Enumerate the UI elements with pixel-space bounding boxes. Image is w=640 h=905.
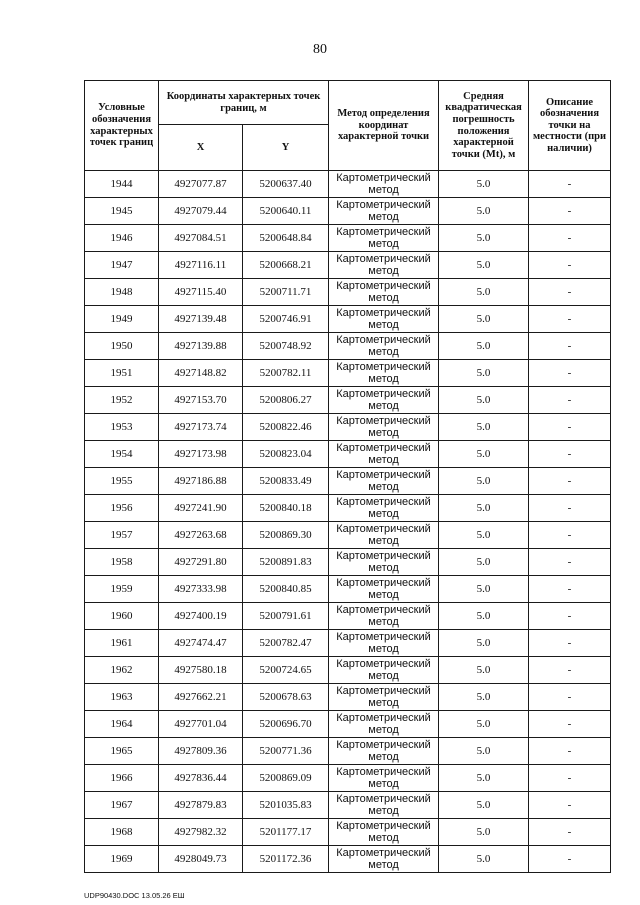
y-cell: 5200840.18 (243, 495, 329, 522)
table-row (85, 468, 611, 495)
y-cell: 5200869.09 (243, 765, 329, 792)
table-body (85, 171, 611, 873)
point-cell: 1961 (85, 630, 159, 657)
point-cell: 1957 (85, 522, 159, 549)
y-cell: 5200724.65 (243, 657, 329, 684)
y-cell: 5201172.36 (243, 846, 329, 873)
table-row (85, 603, 611, 630)
point-cell: 1966 (85, 765, 159, 792)
error-cell: 5.0 (439, 198, 529, 225)
x-cell: 4927173.74 (159, 414, 243, 441)
y-cell: 5200668.21 (243, 252, 329, 279)
point-cell: 1962 (85, 657, 159, 684)
error-cell: 5.0 (439, 225, 529, 252)
method-cell: Картометрический метод (329, 846, 439, 873)
description-cell: - (529, 495, 611, 522)
boundary-points-table (84, 80, 611, 873)
table-row (85, 630, 611, 657)
error-cell: 5.0 (439, 495, 529, 522)
y-cell: 5200823.04 (243, 441, 329, 468)
page-number: 80 (313, 42, 327, 57)
error-cell: 5.0 (439, 846, 529, 873)
y-cell: 5200822.46 (243, 414, 329, 441)
x-cell: 4927115.40 (159, 279, 243, 306)
y-cell: 5200840.85 (243, 576, 329, 603)
table-row (85, 306, 611, 333)
description-cell: - (529, 252, 611, 279)
method-cell: Картометрический метод (329, 225, 439, 252)
y-cell: 5200678.63 (243, 684, 329, 711)
x-cell: 4928049.73 (159, 846, 243, 873)
method-cell: Картометрический метод (329, 711, 439, 738)
y-cell: 5200746.91 (243, 306, 329, 333)
point-cell: 1959 (85, 576, 159, 603)
table-row (85, 387, 611, 414)
x-cell: 4927077.87 (159, 171, 243, 198)
point-cell: 1951 (85, 360, 159, 387)
y-cell: 5200806.27 (243, 387, 329, 414)
table-row (85, 279, 611, 306)
point-cell: 1952 (85, 387, 159, 414)
table-row (85, 198, 611, 225)
method-cell: Картометрический метод (329, 819, 439, 846)
description-cell: - (529, 738, 611, 765)
method-cell: Картометрический метод (329, 414, 439, 441)
description-cell: - (529, 576, 611, 603)
error-cell: 5.0 (439, 819, 529, 846)
point-cell: 1947 (85, 252, 159, 279)
x-cell: 4927662.21 (159, 684, 243, 711)
method-cell: Картометрический метод (329, 576, 439, 603)
point-cell: 1956 (85, 495, 159, 522)
error-cell: 5.0 (439, 441, 529, 468)
description-cell: - (529, 792, 611, 819)
y-cell: 5200711.71 (243, 279, 329, 306)
description-cell: - (529, 522, 611, 549)
error-cell: 5.0 (439, 360, 529, 387)
point-cell: 1963 (85, 684, 159, 711)
table-header (85, 81, 611, 171)
x-cell: 4927879.83 (159, 792, 243, 819)
description-cell: - (529, 441, 611, 468)
header-point-label: Условные обозначения характерных точек границ (85, 81, 159, 171)
point-cell: 1944 (85, 171, 159, 198)
method-cell: Картометрический метод (329, 495, 439, 522)
point-cell: 1950 (85, 333, 159, 360)
x-cell: 4927173.98 (159, 441, 243, 468)
error-cell: 5.0 (439, 738, 529, 765)
table-row (85, 738, 611, 765)
method-cell: Картометрический метод (329, 549, 439, 576)
description-cell: - (529, 711, 611, 738)
error-cell: 5.0 (439, 630, 529, 657)
x-cell: 4927400.19 (159, 603, 243, 630)
table-row (85, 360, 611, 387)
method-cell: Картометрический метод (329, 765, 439, 792)
y-cell: 5200696.70 (243, 711, 329, 738)
method-cell: Картометрический метод (329, 522, 439, 549)
description-cell: - (529, 198, 611, 225)
error-cell: 5.0 (439, 684, 529, 711)
x-cell: 4927333.98 (159, 576, 243, 603)
x-cell: 4927474.47 (159, 630, 243, 657)
error-cell: 5.0 (439, 603, 529, 630)
table-row (85, 225, 611, 252)
x-cell: 4927241.90 (159, 495, 243, 522)
point-cell: 1954 (85, 441, 159, 468)
y-cell: 5200791.61 (243, 603, 329, 630)
description-cell: - (529, 846, 611, 873)
description-cell: - (529, 414, 611, 441)
x-cell: 4927701.04 (159, 711, 243, 738)
table-row (85, 711, 611, 738)
error-cell: 5.0 (439, 549, 529, 576)
y-cell: 5200891.83 (243, 549, 329, 576)
header-method: Метод определения координат характерной точки (329, 81, 439, 171)
error-cell: 5.0 (439, 252, 529, 279)
method-cell: Картометрический метод (329, 792, 439, 819)
x-cell: 4927186.88 (159, 468, 243, 495)
point-cell: 1948 (85, 279, 159, 306)
description-cell: - (529, 387, 611, 414)
method-cell: Картометрический метод (329, 387, 439, 414)
error-cell: 5.0 (439, 279, 529, 306)
table-row (85, 495, 611, 522)
description-cell: - (529, 225, 611, 252)
description-cell: - (529, 765, 611, 792)
method-cell: Картометрический метод (329, 306, 439, 333)
error-cell: 5.0 (439, 792, 529, 819)
point-cell: 1968 (85, 819, 159, 846)
header-error: Средняя квадратическая погрешность положения характерной точки (Mt), м (439, 81, 529, 171)
y-cell: 5200771.36 (243, 738, 329, 765)
x-cell: 4927982.32 (159, 819, 243, 846)
table-row (85, 252, 611, 279)
table-row (85, 333, 611, 360)
x-cell: 4927084.51 (159, 225, 243, 252)
document-footer: UDP90430.DOC 13.05.26 ЕШ (84, 891, 185, 900)
method-cell: Картометрический метод (329, 198, 439, 225)
point-cell: 1965 (85, 738, 159, 765)
header-x: X (159, 125, 243, 171)
description-cell: - (529, 549, 611, 576)
error-cell: 5.0 (439, 576, 529, 603)
method-cell: Картометрический метод (329, 441, 439, 468)
error-cell: 5.0 (439, 306, 529, 333)
description-cell: - (529, 630, 611, 657)
method-cell: Картометрический метод (329, 468, 439, 495)
table-row (85, 684, 611, 711)
point-cell: 1964 (85, 711, 159, 738)
table-row (85, 846, 611, 873)
error-cell: 5.0 (439, 765, 529, 792)
x-cell: 4927079.44 (159, 198, 243, 225)
description-cell: - (529, 360, 611, 387)
error-cell: 5.0 (439, 657, 529, 684)
point-cell: 1967 (85, 792, 159, 819)
x-cell: 4927139.48 (159, 306, 243, 333)
error-cell: 5.0 (439, 333, 529, 360)
description-cell: - (529, 603, 611, 630)
description-cell: - (529, 819, 611, 846)
description-cell: - (529, 306, 611, 333)
y-cell: 5200782.47 (243, 630, 329, 657)
point-cell: 1946 (85, 225, 159, 252)
description-cell: - (529, 657, 611, 684)
description-cell: - (529, 684, 611, 711)
y-cell: 5200637.40 (243, 171, 329, 198)
y-cell: 5200648.84 (243, 225, 329, 252)
y-cell: 5200640.11 (243, 198, 329, 225)
method-cell: Картометрический метод (329, 171, 439, 198)
table-row (85, 657, 611, 684)
header-coordinates-group: Координаты характерных точек границ, м (159, 81, 329, 125)
point-cell: 1945 (85, 198, 159, 225)
x-cell: 4927809.36 (159, 738, 243, 765)
table-row (85, 522, 611, 549)
x-cell: 4927139.88 (159, 333, 243, 360)
table-row (85, 765, 611, 792)
point-cell: 1955 (85, 468, 159, 495)
error-cell: 5.0 (439, 522, 529, 549)
error-cell: 5.0 (439, 468, 529, 495)
y-cell: 5200833.49 (243, 468, 329, 495)
description-cell: - (529, 279, 611, 306)
y-cell: 5200748.92 (243, 333, 329, 360)
method-cell: Картометрический метод (329, 684, 439, 711)
x-cell: 4927148.82 (159, 360, 243, 387)
x-cell: 4927580.18 (159, 657, 243, 684)
table-row (85, 549, 611, 576)
error-cell: 5.0 (439, 414, 529, 441)
table-row (85, 414, 611, 441)
x-cell: 4927116.11 (159, 252, 243, 279)
table-row (85, 819, 611, 846)
method-cell: Картометрический метод (329, 657, 439, 684)
description-cell: - (529, 468, 611, 495)
description-cell: - (529, 333, 611, 360)
header-y: Y (243, 125, 329, 171)
error-cell: 5.0 (439, 171, 529, 198)
x-cell: 4927153.70 (159, 387, 243, 414)
point-cell: 1953 (85, 414, 159, 441)
x-cell: 4927836.44 (159, 765, 243, 792)
point-cell: 1969 (85, 846, 159, 873)
method-cell: Картометрический метод (329, 333, 439, 360)
y-cell: 5200869.30 (243, 522, 329, 549)
point-cell: 1949 (85, 306, 159, 333)
x-cell: 4927291.80 (159, 549, 243, 576)
table-row (85, 576, 611, 603)
y-cell: 5201035.83 (243, 792, 329, 819)
table-row (85, 792, 611, 819)
method-cell: Картометрический метод (329, 252, 439, 279)
y-cell: 5201177.17 (243, 819, 329, 846)
method-cell: Картометрический метод (329, 360, 439, 387)
table-row (85, 171, 611, 198)
method-cell: Картометрический метод (329, 279, 439, 306)
x-cell: 4927263.68 (159, 522, 243, 549)
method-cell: Картометрический метод (329, 630, 439, 657)
y-cell: 5200782.11 (243, 360, 329, 387)
error-cell: 5.0 (439, 387, 529, 414)
table-row (85, 441, 611, 468)
method-cell: Картометрический метод (329, 603, 439, 630)
header-description: Описание обозначения точки на местности (при наличии) (529, 81, 611, 171)
point-cell: 1960 (85, 603, 159, 630)
description-cell: - (529, 171, 611, 198)
error-cell: 5.0 (439, 711, 529, 738)
method-cell: Картометрический метод (329, 738, 439, 765)
point-cell: 1958 (85, 549, 159, 576)
